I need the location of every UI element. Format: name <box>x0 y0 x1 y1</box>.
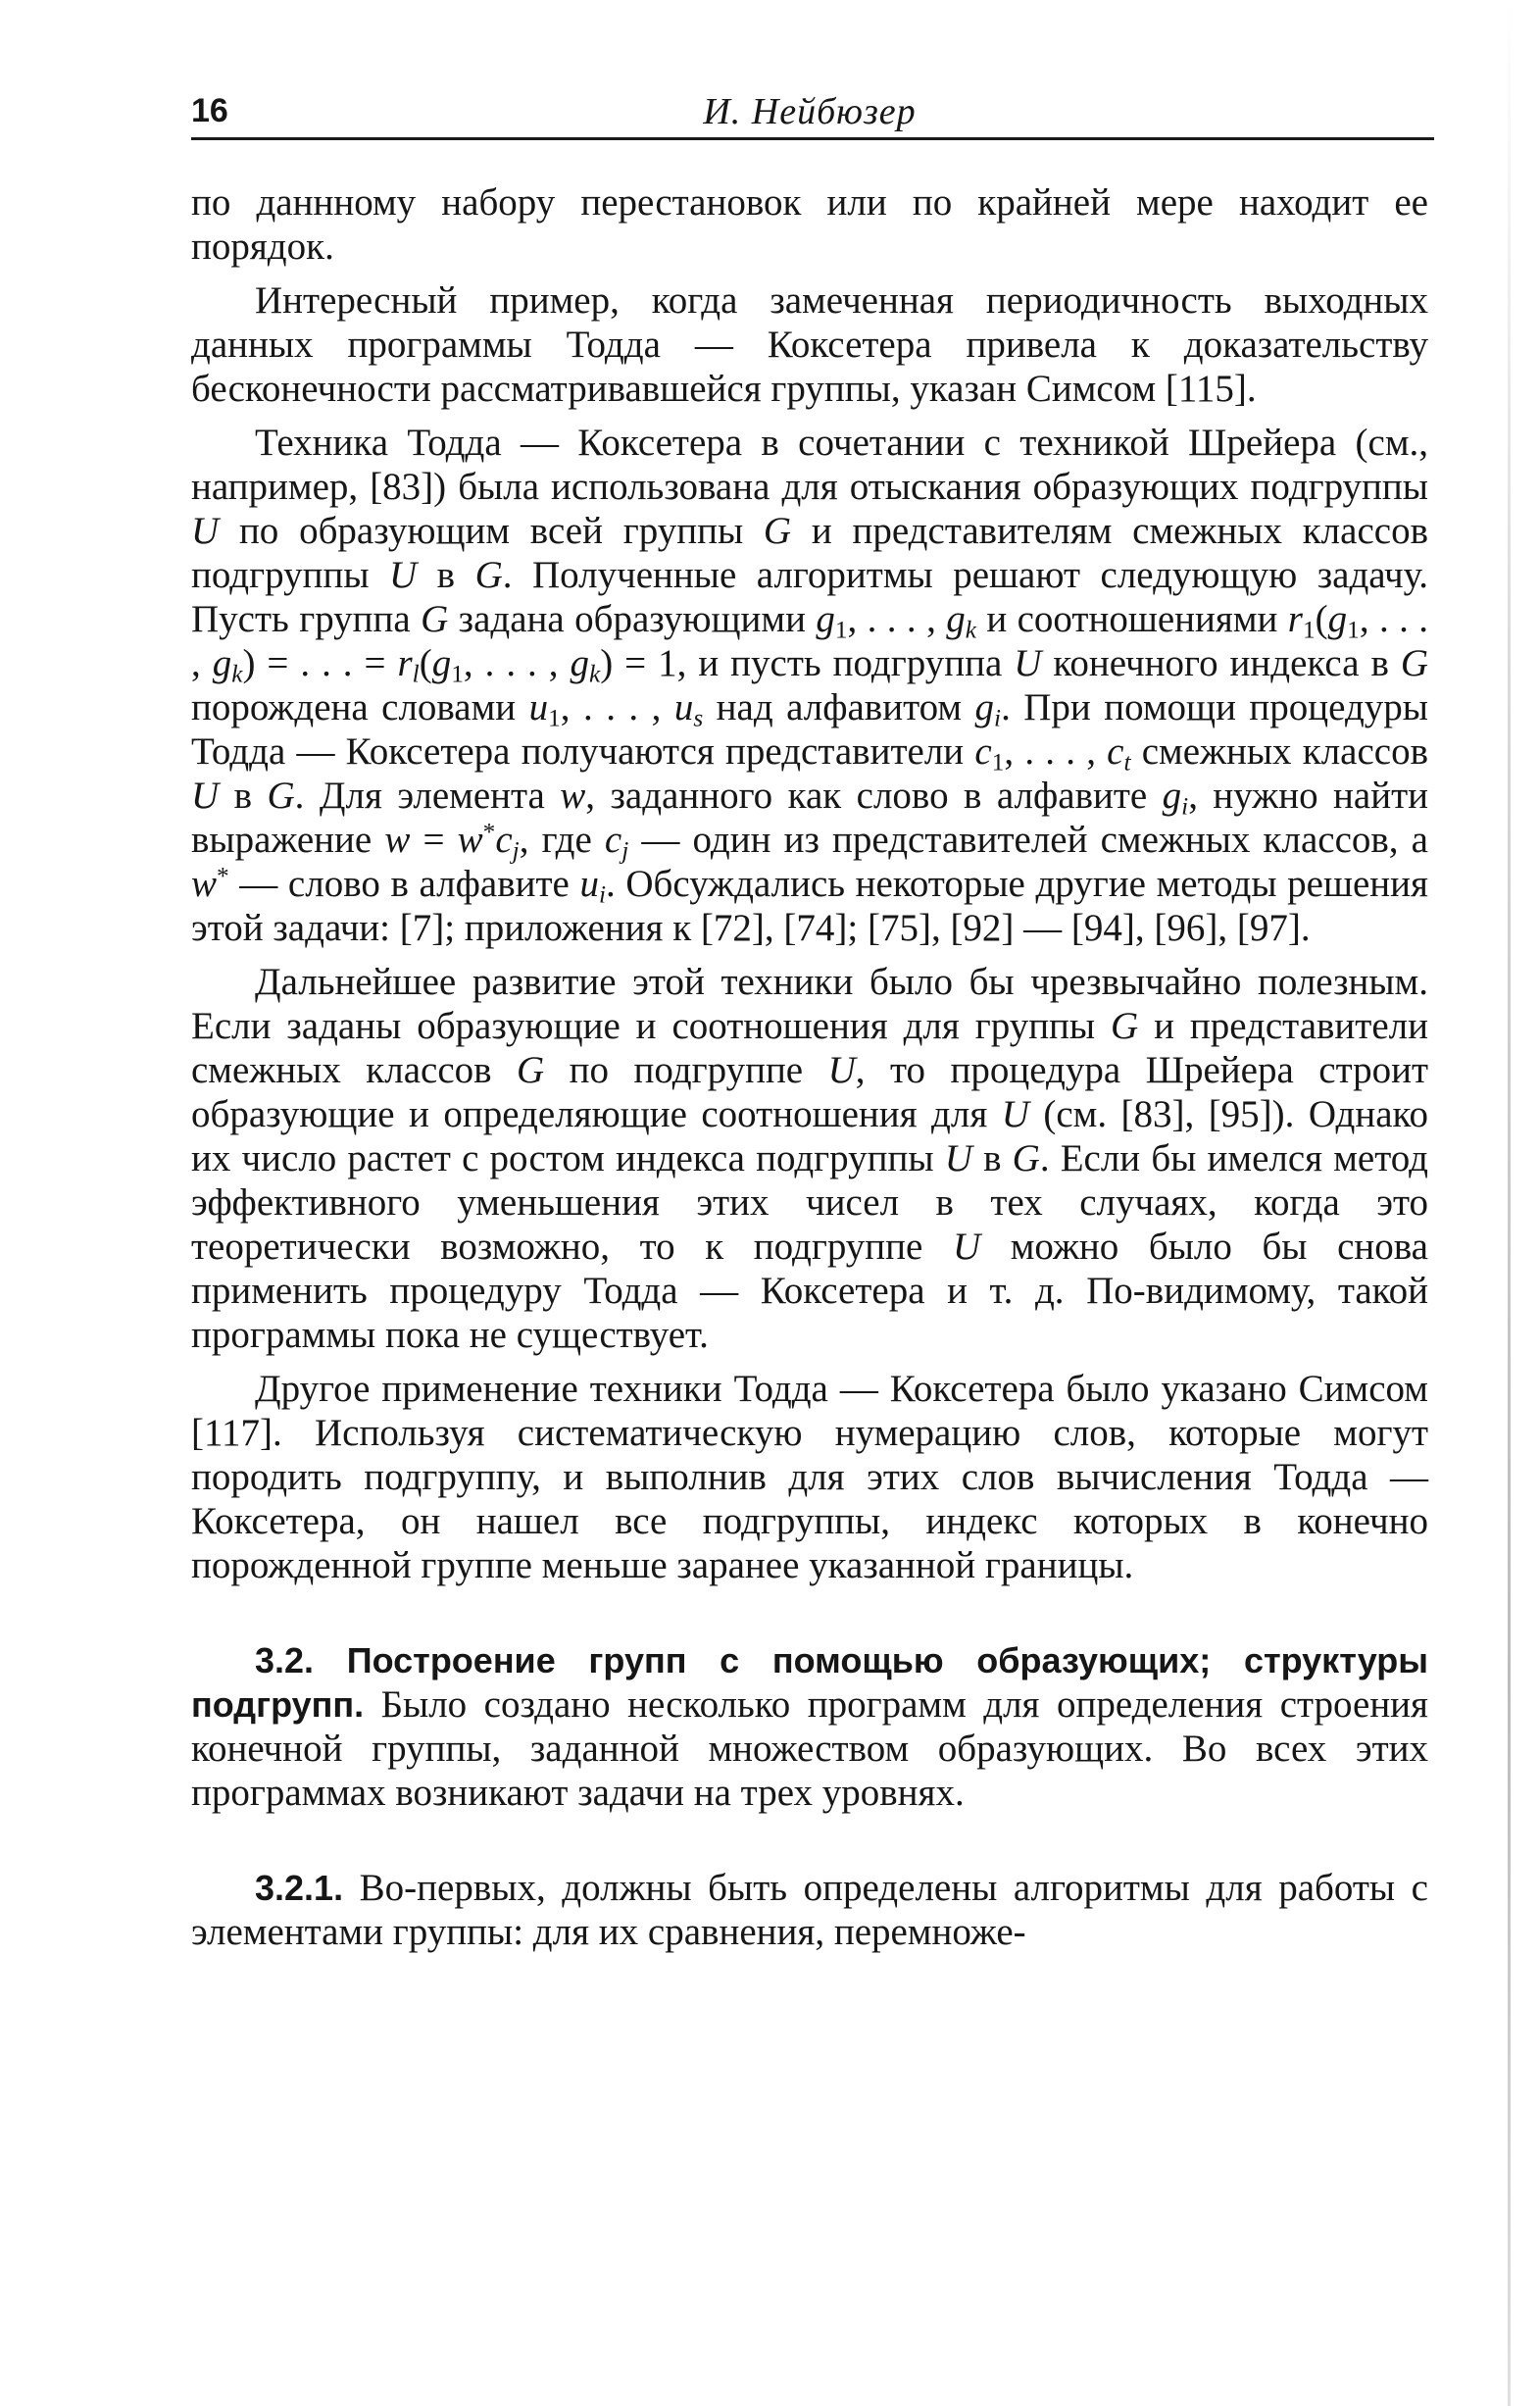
section-3-2: 3.2. Построение групп с помощью образующих; структуры подгрупп. Было создано несколько программ для определения строения конечной группы, заданной множеством образующих. Во всех этих программах возникают задачи на трех уровнях. <box>191 1640 1428 1814</box>
header-rule <box>191 137 1434 140</box>
paragraph-4: Дальнейшее развитие этой техники было бы чрезвычайно полезным. Если заданы образующие и соотношения для группы G и представители смежных классов G по подгруппе U, то процедура Шрейера строит образующие и определяющие соотношения для U (см. [83], [95]). Однако их число растет с ростом индекса подгруппы U в G. Если бы имелся метод эффективного уменьшения этих чисел в тех случаях, когда это теоретически возможно, то к подгруппе U можно было бы снова применить процедуру Тодда — Коксетера и т. д. По-видимому, такой программы пока не существует. <box>191 961 1428 1356</box>
book-page <box>191 86 1428 1954</box>
paragraph-2: Интересный пример, когда замеченная периодичность выходных данных программы Тодда — Коксетера привела к доказательству бесконечности рассматривавшейся группы, указан Симсом [115]. <box>191 279 1428 410</box>
page-header <box>191 86 1428 137</box>
section-3-2-1: 3.2.1. Во-первых, должны быть определены алгоритмы для работы с элементами группы: для их сравнения, перемноже- <box>191 1867 1428 1953</box>
section-heading-3-2-1: 3.2.1. <box>255 1868 344 1908</box>
paragraph-3: Техника Тодда — Коксетера в сочетании с техникой Шрейера (см., например, [83]) была использована для отыскания образующих подгруппы U по образующим всей группы G и представителям смежных классов подгруппы U в G. Полученные алгоритмы решают следующую задачу. Пусть группа G задана образующими $g_1$, . . . , $g_k$ и соотношениями $r_1(g_1$, . . . , $g_k$) = . . . = $r_l(g_1$, . . . , $g_k) = 1$, и пусть подгруппа U конечного индекса в G порождена словами $u_1$, . . . , $u_s$ над алфавитом $g_i$. При помощи процедуры Тодда — Коксетера получаются представители $c_1$, . . . , $c_t$ смежных классов U в G. Для элемента w, заданного как слово в алфавите $g_i$, нужно найти выражение $w = w^*c_j$, где $c_j$ — один из представителей смежных классов, а w* — слово в алфавите $u_i$. Обсуждались некоторые другие методы решения этой задачи: [7]; приложения к [72], [74]; [75], [92] — [94], [96], [97]. <box>191 422 1429 949</box>
paragraph-1: по даннному набору перестановок или по крайней мере находит ее порядок. <box>191 181 1428 268</box>
body-text <box>191 180 1428 1954</box>
running-head: И. Нейбюзер <box>703 91 917 132</box>
section-heading-3-2: 3.2. Построение групп с помощью образующих; структуры подгрупп. <box>191 1640 1428 1725</box>
paragraph-5: Другое применение техники Тодда — Коксетера было указано Симсом [117]. Используя систематическую нумерацию слов, которые могут породить подгруппу, и выполнив для этих слов вычисления Тодда — Коксетера, он нашел все подгруппы, индекс которых в конечно порожденной группе меньше заранее указанной границы. <box>191 1368 1428 1586</box>
page-number: 16 <box>191 92 228 129</box>
page-edge-shadow <box>1508 0 1511 2406</box>
